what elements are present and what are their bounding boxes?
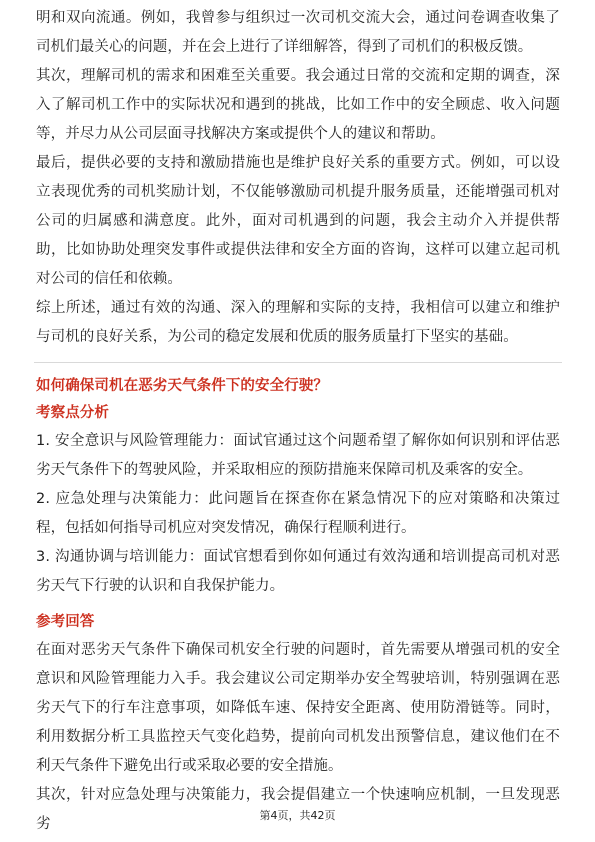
answer-paragraph: 其次，针对应急处理与决策能力，我会提倡建立一个快速响应机制，一旦发现恶劣	[36, 787, 560, 832]
spacer	[36, 601, 560, 609]
section-divider	[34, 362, 562, 363]
analysis-point: 1. 安全意识与风险管理能力：面试官通过这个问题希望了解你如何识别和评估恶劣天气条件下的驾驶风险，并采取相应的预防措施来保障司机及乘客的安全。	[36, 433, 560, 478]
answer-paragraph: 在面对恶劣天气条件下确保司机安全行驶的问题时，首先需要从增强司机的安全意识和风险管理能力入手。我会建议公司定期举办安全驾驶培训，特别强调在恶劣天气下的行车注意事项，如降低车速、保持安全距离、使用防滑链等。同时，利用数据分析工具监控天气变化趋势，提前向司机发出预警信息，建议他们在不利天气条件下避免出行或采取必要的安全措施。	[36, 642, 560, 774]
intro-paragraph: 综上所述，通过有效的沟通、深入的理解和实际的支持，我相信可以建立和维护与司机的良好关系，为公司的稳定发展和优质的服务质量打下坚实的基础。	[36, 300, 560, 345]
analysis-point: 2. 应急处理与决策能力：此问题旨在探查你在紧急情况下的应对策略和决策过程，包括如何指导司机应对突发情况，确保行程顺利进行。	[36, 491, 560, 536]
page-number: 第4页，共42页	[259, 809, 336, 822]
intro-paragraph: 其次，理解司机的需求和困难至关重要。我会通过日常的交流和定期的调查，深入了解司机工作中的实际状况和遇到的挑战，比如工作中的安全顾虑、收入问题等，并尽力从公司层面寻找解决方案或提供个人的建议和帮助。	[36, 68, 560, 142]
analysis-point: 3. 沟通协调与培训能力：面试官想看到你如何通过有效沟通和培训提高司机对恶劣天气下行驶的认识和自我保护能力。	[36, 549, 560, 594]
intro-paragraph: 明和双向流通。例如，我曾参与组织过一次司机交流大会，通过问卷调查收集了司机们最关心的问题，并在会上进行了详细解答，得到了司机们的积极反馈。	[36, 10, 560, 55]
answer-heading: 参考回答	[36, 614, 95, 630]
analysis-heading: 考察点分析	[36, 405, 109, 421]
question-title: 如何确保司机在恶劣天气条件下的安全行驶？	[36, 378, 328, 394]
intro-paragraph: 最后，提供必要的支持和激励措施也是维护良好关系的重要方式。例如，可以设立表现优秀的司机奖励计划，不仅能够激励司机提升服务质量，还能增强司机对公司的归属感和满意度。此外，面对司机遇到的问题，我会主动介入并提供帮助，比如协助处理突发事件或提供法律和安全方面的咨询，这样可以建立起司机对公司的信任和依赖。	[36, 155, 560, 287]
page-content	[36, 4, 560, 839]
